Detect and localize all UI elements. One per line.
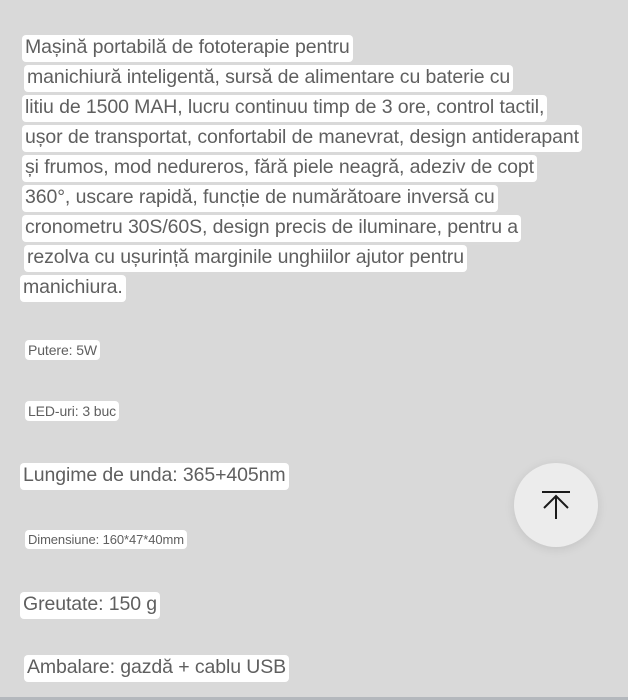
spec-package: Ambalare: gazdă + cablu USB	[24, 655, 289, 682]
spec-leds: LED-uri: 3 buc	[25, 401, 119, 421]
description-line: cronometru 30S/60S, design precis de iluminare, pentru a	[22, 215, 521, 242]
scroll-to-top-button[interactable]	[514, 463, 598, 547]
spec-wavelength: Lungime de unda: 365+405nm	[20, 463, 289, 490]
description-line: rezolva cu ușurință marginile unghiilor ajutor pentru	[24, 245, 467, 272]
spec-dimensions: Dimensiune: 160*47*40mm	[25, 530, 187, 549]
description-line: manichiură inteligentă, sursă de alimentare cu baterie cu	[24, 65, 513, 92]
description-line: litiu de 1500 MAH, lucru continuu timp de 3 ore, control tactil,	[22, 95, 547, 122]
arrow-up-to-line-icon	[539, 488, 573, 522]
description-line: manichiura.	[20, 275, 126, 302]
description-line: și frumos, mod nedureros, fără piele neagră, adeziv de copt	[22, 155, 537, 182]
spec-weight: Greutate: 150 g	[20, 592, 160, 619]
description-line: ușor de transportat, confortabil de manevrat, design antiderapant	[22, 125, 582, 152]
spec-power: Putere: 5W	[25, 340, 100, 360]
description-line: Mașină portabilă de fototerapie pentru	[22, 35, 353, 62]
description-line: 360°, uscare rapidă, funcție de numărătoare inversă cu	[22, 185, 498, 212]
